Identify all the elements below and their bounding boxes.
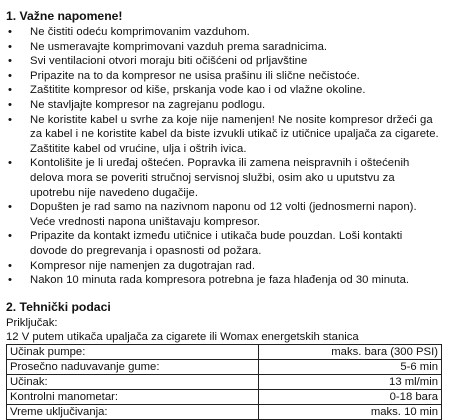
list-item (6, 229, 442, 258)
list-item (6, 98, 442, 113)
bullet-icon: • (8, 274, 13, 287)
list-item-text: Ne stavljajte kompresor na zagrejanu podlogu. (30, 98, 266, 111)
list-item-text: Svi ventilacioni otvori moraju biti očišćeni od prljavštine (30, 55, 308, 68)
connection-label: Priključak: (6, 316, 58, 329)
bullet-icon: • (8, 26, 13, 38)
list-item-text: Kontolišite je li uređaj oštećen. Popravka ili zamena neispravnih i oštećenih delova mora se poveriti stručnoj servisnoj službi, osim ako u uputstvu za upotrebu nije navedeno dugačije. (30, 157, 410, 199)
bullet-icon: • (8, 55, 13, 68)
bullet-icon: • (8, 201, 13, 214)
table-row (7, 345, 442, 360)
list-item-text: Nakon 10 minuta rada kompresora potrebna je faza hlađenja od 30 minuta. (30, 274, 410, 287)
list-item-text: Ne usmeravajte komprimovani vazduh prema saradnicima. (30, 40, 328, 53)
table-row (7, 375, 442, 390)
table-row (7, 360, 442, 375)
spec-label: Kontrolni manometar: (7, 390, 259, 405)
section-1-title: 1. Važne napomene! (6, 9, 123, 23)
important-notes-list (6, 25, 442, 288)
bullet-icon: • (8, 230, 13, 243)
list-item-text: Pripazite da kontakt između utičnice i utikača bude pouzdan. Loši kontakti dovode do pregrevanja i opasnosti od požara. (30, 230, 403, 257)
list-item-text: Ne čistiti odeću komprimovanim vazduhom. (30, 26, 250, 38)
bullet-icon: • (8, 157, 13, 170)
spec-label: Učinak: (7, 375, 259, 390)
list-item (6, 200, 442, 229)
list-item (6, 259, 442, 274)
list-item (6, 273, 442, 288)
section-2-title: 2. Tehnički podaci (6, 299, 111, 314)
bullet-icon: • (8, 98, 13, 111)
spec-value: 13 ml/min (258, 375, 441, 390)
list-item-text: Dopušten je rad samo na nazivnom naponu od 12 volti (jednosmerni napon). Veće vrednosti napona uništavaju kompresor. (30, 201, 417, 228)
document-page (6, 9, 442, 420)
spec-value: 0-18 bara (258, 390, 441, 405)
list-item-text: Ne koristite kabel u svrhe za koje nije namenjen! Ne nosite kompresor držeći ga za kabel i ne koristite kabel da biste izvukli utikač iz utičnice upaljača za cigarete. Zaštitite kabel od vrućine, ulja i oštrih ivica. (30, 113, 439, 155)
list-item (6, 69, 442, 84)
connection-value: 12 V putem utikača upaljača za cigarete ili Womax energetskih stanica (6, 330, 359, 343)
list-item (6, 25, 442, 40)
list-item (6, 113, 442, 157)
list-item (6, 40, 442, 55)
list-item-text: Pripazite na to da kompresor ne usisa prašinu ili slične nečistoće. (30, 69, 360, 82)
technical-data-section (6, 300, 442, 420)
bullet-icon: • (8, 40, 13, 53)
table-row (7, 405, 442, 420)
bullet-icon: • (8, 84, 13, 97)
spec-label: Učinak pumpe: (7, 345, 259, 360)
spec-value: maks. bara (300 PSI) (258, 345, 441, 360)
spec-label: Vreme uključivanja: (7, 405, 259, 420)
list-item (6, 54, 442, 69)
spec-value: maks. 10 min (258, 405, 441, 420)
list-item (6, 83, 442, 98)
spec-value: 5-6 min (258, 360, 441, 375)
table-row (7, 390, 442, 405)
spec-label: Prosečno naduvavanje gume: (7, 360, 259, 375)
list-item (6, 156, 442, 200)
list-item-text: Kompresor nije namenjen za dugotrajan rad. (30, 259, 256, 272)
list-item-text: Zaštitite kompresor od kiše, prskanja vode kao i od vlažne okoline. (30, 84, 366, 97)
bullet-icon: • (8, 113, 13, 126)
bullet-icon: • (8, 259, 13, 272)
bullet-icon: • (8, 69, 13, 82)
specs-table (6, 344, 442, 420)
